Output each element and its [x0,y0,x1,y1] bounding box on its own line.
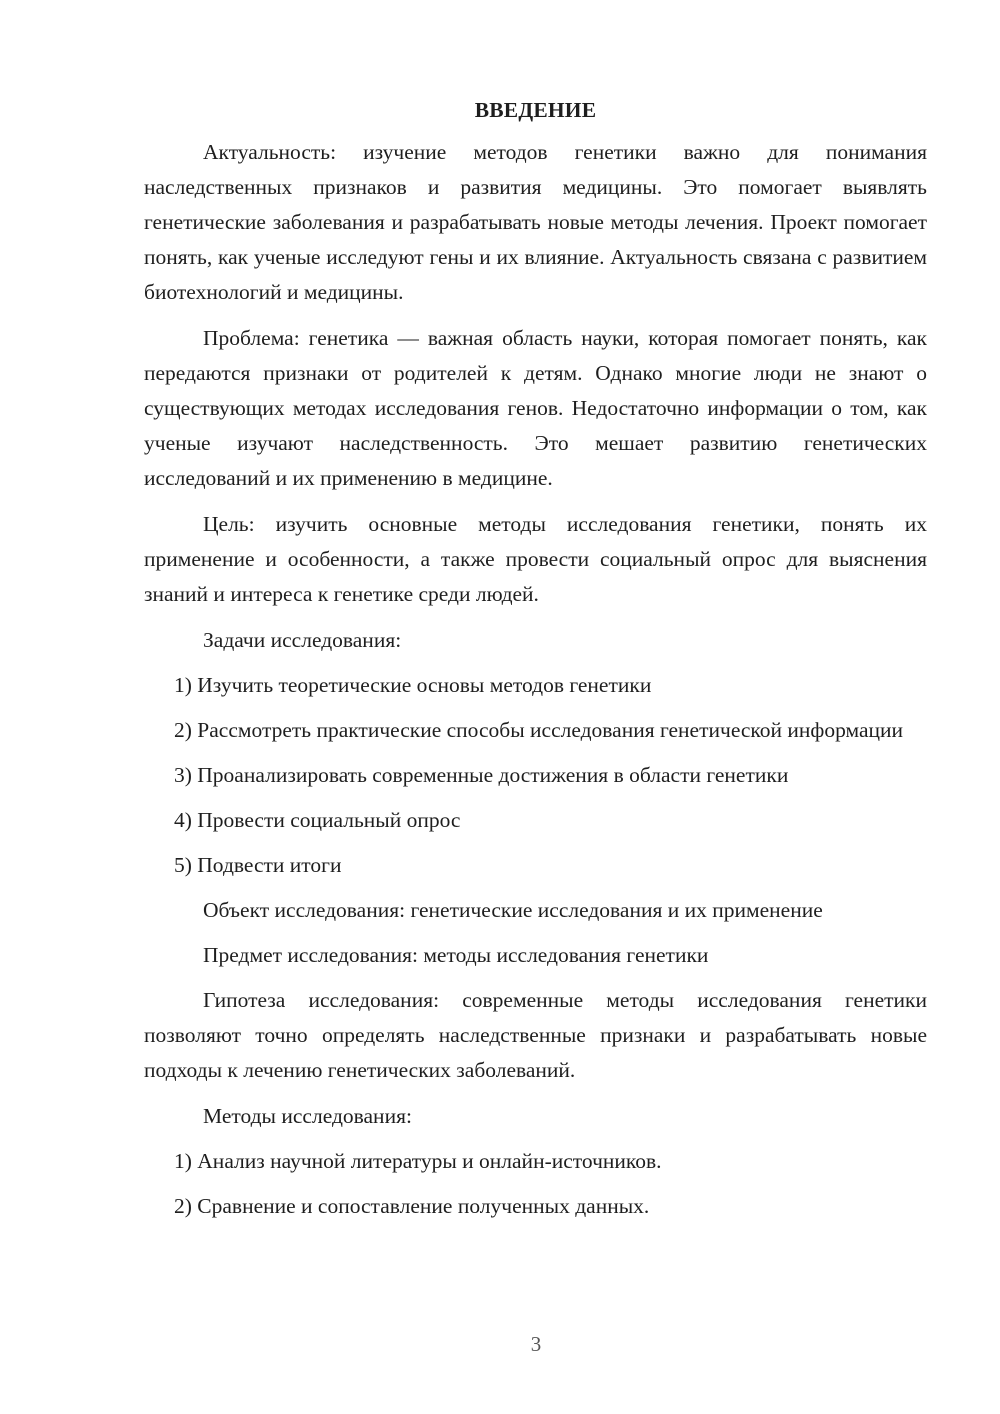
method-item: 1) Анализ научной литературы и онлайн-источников. [174,1149,662,1173]
task-item: 1) Изучить теоретические основы методов генетики [174,673,652,697]
methods-heading: Методы исследования: [203,1104,412,1128]
relevance-paragraph: Актуальность: изучение методов генетики важно для понимания наследственных признаков и развития медицины. Это помогает выявлять генетические заболевания и разрабатывать новые методы лечения. Проект помогает понять, как ученые исследуют гены и их влияние. Актуальность связана с развитием биотехнологий и медицины. [144,140,927,304]
page-title: ВВЕДЕНИЕ [474,98,597,122]
hypothesis-paragraph: Гипотеза исследования: современные методы исследования генетики позволяют точно определять наследственные признаки и разрабатывать новые подходы к лечению генетических заболеваний. [144,988,927,1082]
task-item: 4) Провести социальный опрос [174,808,461,832]
document-content [144,95,927,1234]
method-item: 2) Сравнение и сопоставление полученных данных. [174,1194,650,1218]
task-item: 5) Подвести итоги [174,853,342,877]
object-line: Объект исследования: генетические исследования и их применение [203,898,823,922]
problem-paragraph: Проблема: генетика — важная область науки, которая помогает понять, как передаются признаки от родителей к детям. Однако многие люди не знают о существующих методах исследования генов. Недостаточно информации о том, как ученые изучают наследственность. Это мешает развитию генетических исследований и их применению в медицине. [144,326,927,490]
page-number: 3 [530,1332,542,1356]
goal-paragraph: Цель: изучить основные методы исследования генетики, понять их применение и особенности, а также провести социальный опрос для выяснения знаний и интереса к генетике среди людей. [144,512,927,606]
tasks-heading: Задачи исследования: [203,628,402,652]
task-item: 3) Проанализировать современные достижения в области генетики [174,763,789,787]
subject-line: Предмет исследования: методы исследования генетики [203,943,709,967]
task-item: 2) Рассмотреть практические способы исследования генетической информации [174,718,904,742]
